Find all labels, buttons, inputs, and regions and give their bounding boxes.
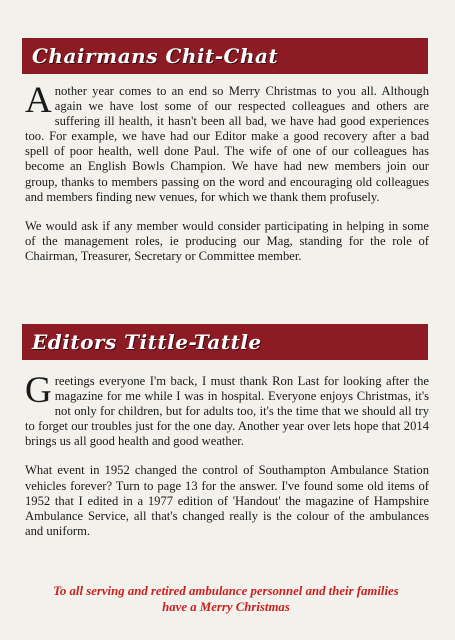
editor-paragraph-1-text: reetings everyone I'm back, I must thank Ron Last for looking after the magazine for me while I was in hospital. Everyone enjoys Christmas, it's not only for children, but for adults too, it's the time that we should all try to forget our troubles just for the one day. Another year over lets hope that 2014 brings us all good health and good weather. <box>25 374 429 449</box>
chairman-section-title: Chairmans Chit-Chat <box>32 44 279 68</box>
christmas-greeting <box>22 583 430 615</box>
chairman-paragraph-1 <box>25 80 429 205</box>
editor-section-title: Editors Tittle-Tattle <box>32 330 262 354</box>
chairman-section-body <box>25 80 429 264</box>
chairman-section-banner <box>22 38 428 74</box>
christmas-greeting-line-2: have a Merry Christmas <box>162 600 290 614</box>
editor-paragraph-2: What event in 1952 changed the control of Southampton Ambulance Station vehicles forever? Turn to page 13 for the answer. I've found some old items of 1952 that I edited in a 1977 edition of 'Handout' the magazine of Hampshire Ambulance Service, all that's changed really is the colour of the ambulances and uniform. <box>25 463 429 538</box>
editor-section-body <box>25 370 429 539</box>
editor-paragraph-1 <box>25 370 429 449</box>
drop-cap: G <box>25 370 52 411</box>
christmas-greeting-line-1: To all serving and retired ambulance personnel and their families <box>53 584 399 598</box>
drop-cap: A <box>25 80 52 121</box>
chairman-paragraph-2: We would ask if any member would consider participating in helping in some of the management roles, ie producing our Mag, standing for the role of Chairman, Treasurer, Secretary or Committee member. <box>25 218 429 263</box>
chairman-paragraph-1-text: nother year comes to an end so Merry Christmas to you all. Although again we have lost some of our respected colleagues and others are suffering ill health, it hasn't been all bad, we have had good experiences too. For example, we have had our Editor make a good recovery after a bad spell of poor health, well done Paul. The wife of one of our colleagues has become an English Bowls Champion. We have had new members join our group, thanks to members passing on the word and encouraging old colleagues and members finding new venues, for which we thank them profusely. <box>25 84 429 204</box>
editor-section-banner <box>22 324 428 360</box>
